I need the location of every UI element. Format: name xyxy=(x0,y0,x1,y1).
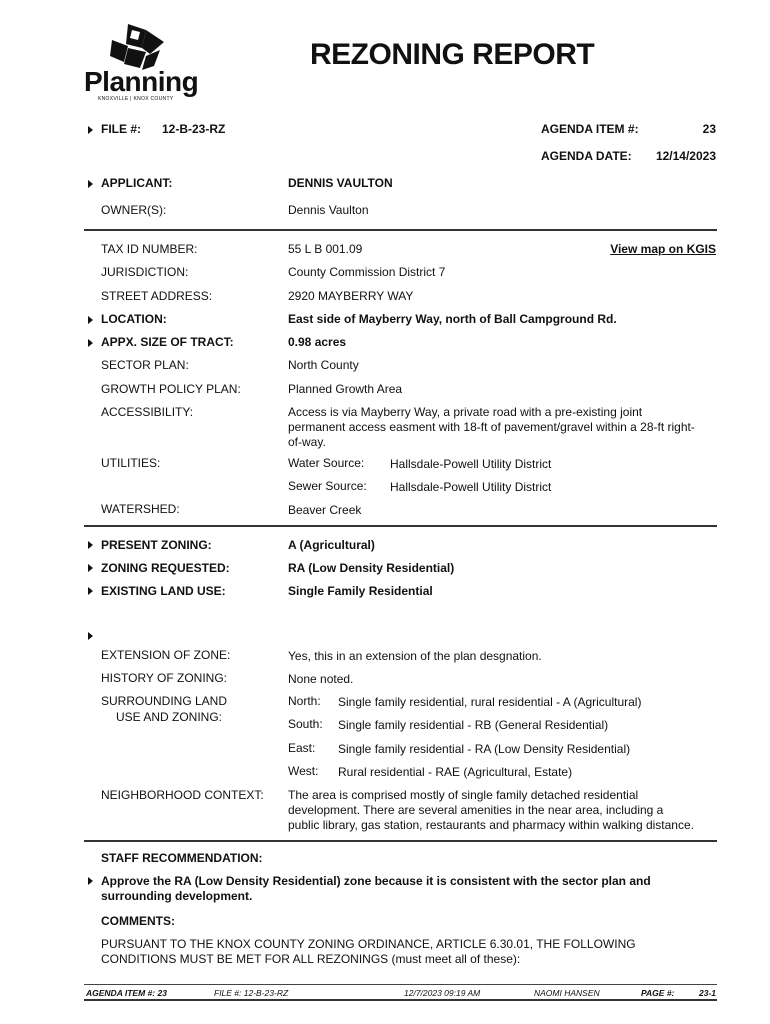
bullet-icon xyxy=(88,180,93,188)
bullet-icon xyxy=(88,877,93,885)
footer-agenda-item: AGENDA ITEM #: 23 xyxy=(86,988,167,998)
sector-plan-value: North County xyxy=(288,358,359,372)
location-label: LOCATION: xyxy=(101,312,167,326)
present-zoning-value: A (Agricultural) xyxy=(288,538,375,552)
comments-line: PURSUANT TO THE KNOX COUNTY ZONING ORDINANCE, ARTICLE 6.30.01, THE FOLLOWING xyxy=(101,937,636,951)
water-source-label: Water Source: xyxy=(288,456,365,470)
staff-recommendation-heading: STAFF RECOMMENDATION: xyxy=(101,851,263,865)
bullet-icon xyxy=(88,564,93,572)
south-label: South: xyxy=(288,717,323,731)
growth-policy-label: GROWTH POLICY PLAN: xyxy=(101,382,241,396)
south-value: Single family residential - RB (General Residential) xyxy=(338,718,609,732)
west-value: Rural residential - RAE (Agricultural, Estate) xyxy=(338,765,573,779)
neighborhood-line: development. There are several amenities in the near area, including a xyxy=(288,803,664,817)
bullet-icon xyxy=(88,541,93,549)
neighborhood-line: The area is comprised mostly of single family detached residential xyxy=(288,788,639,802)
agenda-item-label: AGENDA ITEM #: xyxy=(541,122,639,136)
sewer-source-label: Sewer Source: xyxy=(288,479,367,493)
watershed-value: Beaver Creek xyxy=(288,503,362,517)
page-title: REZONING REPORT xyxy=(310,38,595,71)
section-divider xyxy=(84,840,717,842)
file-value: 12-B-23-RZ xyxy=(162,122,226,136)
tax-id-value: 55 L B 001.09 xyxy=(288,242,363,256)
applicant-value: DENNIS VAULTON xyxy=(288,176,393,190)
kgis-map-link[interactable]: View map on KGIS xyxy=(610,242,716,256)
growth-policy-value: Planned Growth Area xyxy=(288,382,403,396)
footer-author: NAOMI HANSEN xyxy=(534,988,600,998)
existing-land-use-value: Single Family Residential xyxy=(288,584,433,598)
extension-value: Yes, this in an extension of the plan desgnation. xyxy=(288,649,542,663)
accessibility-line: Access is via Mayberry Way, a private road with a pre-existing joint xyxy=(288,405,643,419)
surrounding-label: USE AND ZONING: xyxy=(116,710,223,724)
bullet-icon xyxy=(88,587,93,595)
footer-page-label: PAGE #: xyxy=(641,988,675,998)
neighborhood-label: NEIGHBORHOOD CONTEXT: xyxy=(101,788,264,802)
agenda-date-value: 12/14/2023 xyxy=(655,149,716,163)
accessibility-line: permanent access easment with 18-ft of pavement/gravel within a 28-ft right- xyxy=(288,420,695,434)
present-zoning-label: PRESENT ZONING: xyxy=(101,538,212,552)
tract-size-label: APPX. SIZE OF TRACT: xyxy=(101,335,234,349)
street-address-label: STREET ADDRESS: xyxy=(101,289,213,303)
planning-logo xyxy=(84,22,199,104)
agenda-item-value: 23 xyxy=(702,122,716,136)
staff-recommendation-line: surrounding development. xyxy=(101,889,253,903)
section-divider xyxy=(84,525,717,527)
tract-size-value: 0.98 acres xyxy=(288,335,347,349)
footer-divider xyxy=(84,999,717,1001)
extension-label: EXTENSION OF ZONE: xyxy=(101,648,231,662)
comments-heading: COMMENTS: xyxy=(101,914,175,928)
owner-value: Dennis Vaulton xyxy=(288,203,369,217)
east-value: Single family residential - RA (Low Density Residential) xyxy=(338,742,631,756)
jurisdiction-label: JURISDICTION: xyxy=(101,265,189,279)
owner-label: OWNER(S): xyxy=(101,203,167,217)
existing-land-use-label: EXISTING LAND USE: xyxy=(101,584,226,598)
location-value: East side of Mayberry Way, north of Ball Campground Rd. xyxy=(288,312,617,326)
watershed-label: WATERSHED: xyxy=(101,502,180,516)
jurisdiction-value: County Commission District 7 xyxy=(288,265,446,279)
tax-id-label: TAX ID NUMBER: xyxy=(101,242,198,256)
section-divider xyxy=(84,229,717,231)
utilities-label: UTILITIES: xyxy=(101,456,161,470)
surrounding-label: SURROUNDING LAND xyxy=(101,694,228,708)
west-label: West: xyxy=(288,764,319,778)
sewer-source-value: Hallsdale-Powell Utility District xyxy=(390,480,552,494)
history-label: HISTORY OF ZONING: xyxy=(101,671,228,685)
file-label: FILE #: xyxy=(101,122,142,136)
footer-file: FILE #: 12-B-23-RZ xyxy=(214,988,289,998)
accessibility-line: of-way. xyxy=(288,435,326,449)
footer-timestamp: 12/7/2023 09:19 AM xyxy=(404,988,481,998)
water-source-value: Hallsdale-Powell Utility District xyxy=(390,457,552,471)
history-value: None noted. xyxy=(288,672,354,686)
street-address-value: 2920 MAYBERRY WAY xyxy=(288,289,414,303)
north-value: Single family residential, rural residential - A (Agricultural) xyxy=(338,695,642,709)
north-label: North: xyxy=(288,694,321,708)
bullet-icon xyxy=(88,339,93,347)
applicant-label: APPLICANT: xyxy=(101,176,173,190)
footer-divider xyxy=(84,984,717,985)
planning-logo-text: Planning xyxy=(84,66,199,97)
neighborhood-line: public library, gas station, restaurants and pharmacy within walking distance. xyxy=(288,818,694,832)
sector-plan-label: SECTOR PLAN: xyxy=(101,358,189,372)
bullet-icon xyxy=(88,316,93,324)
staff-recommendation-line: Approve the RA (Low Density Residential) zone because it is consistent with the sector plan and xyxy=(101,874,651,888)
accessibility-label: ACCESSIBILITY: xyxy=(101,405,194,419)
planning-logo-tagline: KNOXVILLE | KNOX COUNTY xyxy=(98,96,174,102)
zoning-requested-value: RA (Low Density Residential) xyxy=(288,561,455,575)
comments-line: CONDITIONS MUST BE MET FOR ALL REZONINGS (must meet all of these): xyxy=(101,952,521,966)
east-label: East: xyxy=(288,741,316,755)
bullet-icon xyxy=(88,126,93,134)
zoning-requested-label: ZONING REQUESTED: xyxy=(101,561,230,575)
footer-page-value: 23-1 xyxy=(698,988,716,998)
agenda-date-label: AGENDA DATE: xyxy=(541,149,632,163)
bullet-icon xyxy=(88,632,93,640)
